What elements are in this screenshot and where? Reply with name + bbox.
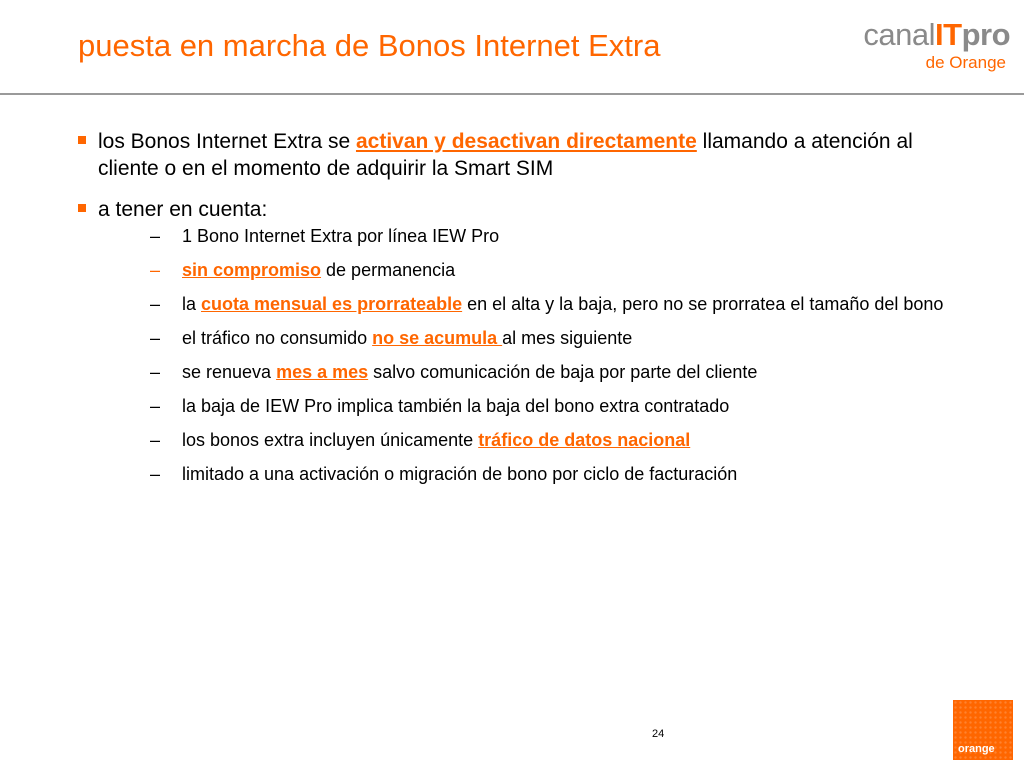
- highlight-text: cuota mensual es prorrateable: [201, 294, 463, 314]
- bullet-item: a tener en cuenta: – 1 Bono Internet Extra por línea IEW Pro – sin compromiso de permanencia – la cuota mensual es prorrateable en el alta y la baja, pero no se prorratea el tamaño del bono – el tráfico no consumido no se acumula al mes siguiente – se renueva mes a mes salvo comunicación de baja por parte del cliente – la baja de IEW Pro implica también la baja del bono extra contratado – los bonos extra incluyen únicamente tráfico de datos nacional – limitado a una activación o migración de bono por ciclo de facturación: [78, 196, 958, 486]
- dash-bullet-icon: –: [150, 362, 161, 382]
- dash-bullet-icon: –: [150, 396, 161, 416]
- logo-it-text: IT: [935, 17, 962, 52]
- page-number: 24: [652, 728, 665, 740]
- canalitpro-logo: [800, 18, 1010, 80]
- dash-bullet-icon: –: [150, 260, 161, 280]
- dash-bullet-icon: –: [150, 328, 161, 348]
- sub-bullet-list: [150, 225, 958, 486]
- slide-title: puesta en marcha de Bonos Internet Extra: [78, 28, 661, 63]
- highlight-text: no se acumula: [372, 328, 503, 348]
- dash-bullet-icon: –: [150, 226, 161, 246]
- orange-logo: [953, 700, 1013, 760]
- sub-bullet-item: – la baja de IEW Pro implica también la baja del bono extra contratado: [150, 396, 730, 416]
- sub-bullet-item: – sin compromiso de permanencia: [150, 260, 456, 280]
- sub-bullet-item: – 1 Bono Internet Extra por línea IEW Pro: [150, 226, 500, 246]
- highlight-text: mes a mes: [276, 362, 369, 382]
- slide-body: [78, 128, 958, 500]
- dash-bullet-icon: –: [150, 464, 161, 484]
- sub-bullet-item: – los bonos extra incluyen únicamente tráfico de datos nacional: [150, 430, 691, 450]
- header-divider: [0, 93, 1024, 95]
- sub-bullet-item: – la cuota mensual es prorrateable en el alta y la baja, pero no se prorratea el tamaño del bono: [150, 294, 944, 314]
- logo-canal-text: canal: [863, 17, 935, 52]
- sub-bullet-item: – el tráfico no consumido no se acumula al mes siguiente: [150, 328, 633, 348]
- highlight-text: tráfico de datos nacional: [478, 430, 691, 450]
- dash-bullet-icon: –: [150, 430, 161, 450]
- bullet-item: los Bonos Internet Extra se activan y desactivan directamente llamando a atención al cliente o en el momento de adquirir la Smart SIM: [78, 128, 958, 182]
- highlight-text: sin compromiso: [182, 260, 322, 280]
- sub-bullet-item: – limitado a una activación o migración de bono por ciclo de facturación: [150, 464, 738, 484]
- highlight-text: activan y desactivan directamente: [355, 130, 697, 153]
- logo-pro-text: pro: [961, 17, 1010, 52]
- square-bullet-icon: [78, 204, 86, 212]
- dash-bullet-icon: –: [150, 294, 161, 314]
- logo-subtitle: de Orange: [925, 53, 1006, 72]
- orange-logo-text: orange: [958, 743, 995, 755]
- square-bullet-icon: [78, 136, 86, 144]
- sub-bullet-item: – se renueva mes a mes salvo comunicación de baja por parte del cliente: [150, 362, 758, 382]
